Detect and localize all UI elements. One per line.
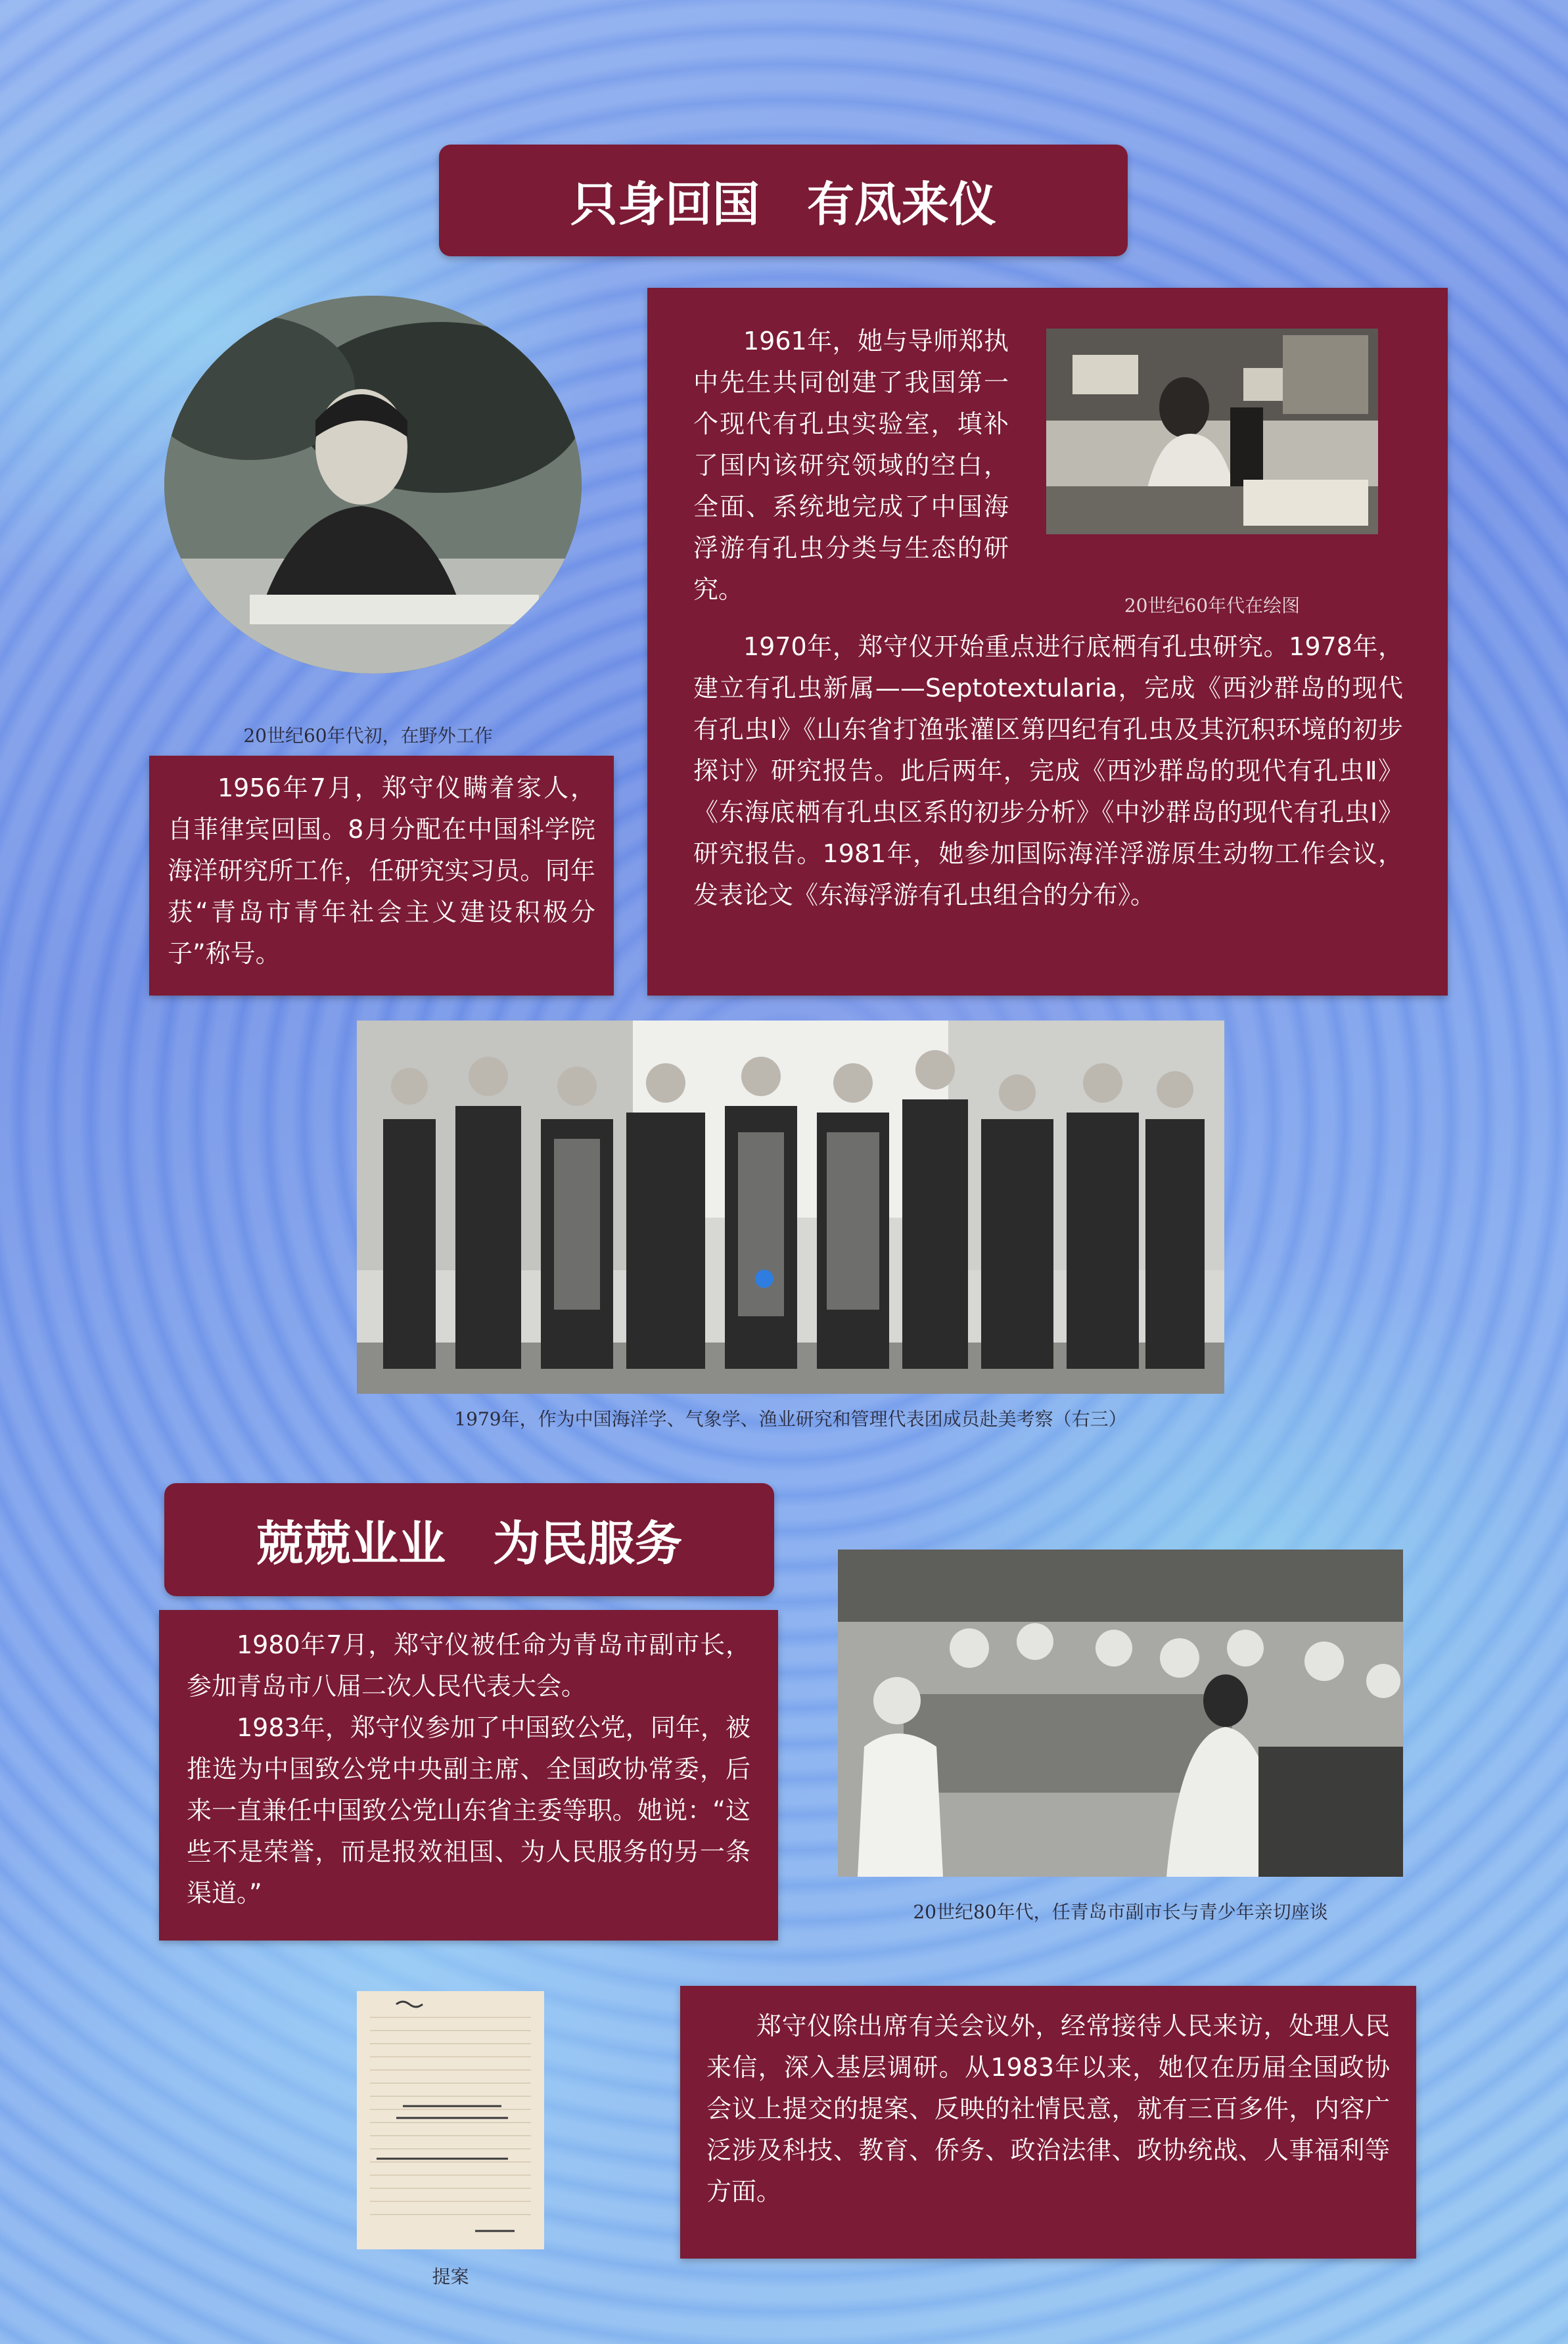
portrait-caption: 20世纪60年代初，在野外工作 (243, 725, 493, 747)
section2-text-panel (159, 1610, 778, 1941)
group-photo-caption: 1979年，作为中国海洋学、气象学、渔业研究和管理代表团成员赴美考察（右三） (454, 1408, 1127, 1430)
section2-title: 兢兢业业 为民服务 (256, 1515, 682, 1571)
lab-text-2: 1970年，郑守仪开始重点进行底栖有孔虫研究。1978年，建立有孔虫新属——Septotextularia，完成《西沙群岛的现代有孔虫Ⅰ》《山东省打渔张灌区第四纪有孔虫及其沉积环境的初步探讨》研究报告。此后两年，完成《西沙群岛的现代有孔虫Ⅱ》《东海底栖有孔虫区系的初步分析》《中沙群岛的现代有孔虫Ⅰ》研究报告。1981年，她参加国际海洋浮游原生动物工作会议，发表论文《东海浮游有孔虫组合的分布》。 (693, 632, 1403, 909)
section2-text-1: 1980年7月，郑守仪被任命为青岛市副市长，参加青岛市八届二次人民代表大会。 (187, 1630, 750, 1701)
section1-title: 只身回国 有凤来仪 (570, 176, 996, 232)
proposal-document-photo (357, 1991, 544, 2249)
section2-title-banner (164, 1483, 774, 1596)
document-caption: 提案 (432, 2266, 469, 2287)
lab-photo-caption: 20世纪60年代在绘图 (1124, 595, 1301, 616)
meeting-photo-caption: 20世纪80年代，任青岛市副市长与青少年亲切座谈 (913, 1901, 1328, 1923)
group-photo (357, 1021, 1224, 1394)
section2-bottom-panel (680, 1986, 1416, 2259)
lab-photo (1046, 329, 1378, 534)
intro-text: 1956年7月，郑守仪瞒着家人，自菲律宾回国。8月分配在中国科学院海洋研究所工作，任研究实习员。同年获“青岛市青年社会主义建设积极分子”称号。 (168, 773, 595, 968)
lab-text-1: 1961年，她与导师郑执中先生共同创建了我国第一个现代有孔虫实验室，填补了国内该研究领域的空白，全面、系统地完成了中国海浮游有孔虫分类与生态的研究。 (693, 327, 1009, 604)
section2-text-3: 郑守仪除出席有关会议外，经常接待人民来访，处理人民来信，深入基层调研。从1983年以来，她仅在历届全国政协会议上提交的提案、反映的社情民意，就有三百多件，内容广泛涉及科技、教育、侨务、政治法律、政协统战、人事福利等方面。 (706, 2011, 1390, 2206)
lab-text-panel (647, 288, 1448, 996)
section2-text-2: 1983年，郑守仪参加了中国致公党，同年，被推选为中国致公党中央副主席、全国政协常委，后来一直兼任中国致公党山东省主委等职。她说：“这些不是荣誉，而是报效祖国、为人民服务的另一条渠道。” (187, 1713, 750, 1908)
portrait-photo (164, 296, 582, 674)
section1-title-banner (439, 145, 1128, 256)
intro-text-panel (149, 756, 614, 996)
meeting-photo (838, 1550, 1403, 1877)
